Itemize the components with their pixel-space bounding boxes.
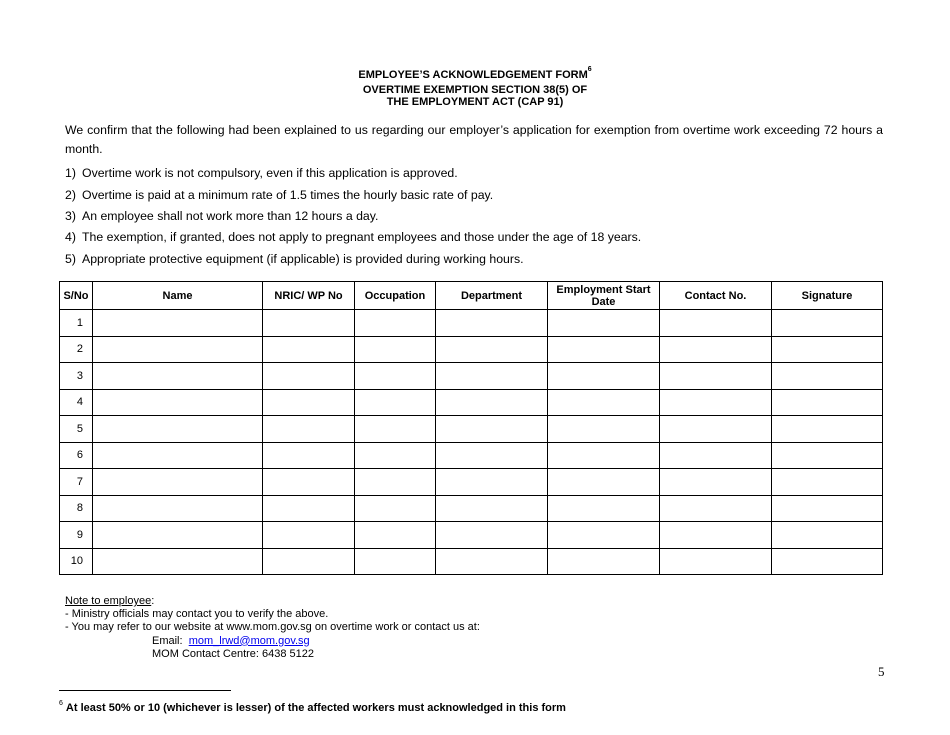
list-item-number: 4): [65, 230, 76, 244]
column-header-sno: S/No: [60, 282, 93, 310]
contact-no-cell[interactable]: [660, 336, 772, 363]
department-cell[interactable]: [436, 363, 548, 390]
row-number-cell: 5: [60, 416, 93, 443]
list-item: [65, 230, 641, 244]
form-title: [0, 66, 950, 81]
occupation-cell[interactable]: [355, 469, 436, 496]
employment-start-date-cell[interactable]: [548, 495, 660, 522]
table-header-row: [60, 282, 883, 310]
row-number-cell: 7: [60, 469, 93, 496]
list-item-number: 5): [65, 252, 76, 266]
table-row: [60, 389, 883, 416]
occupation-cell[interactable]: [355, 522, 436, 549]
department-cell[interactable]: [436, 442, 548, 469]
form-subtitle-line1: OVERTIME EXEMPTION SECTION 38(5) OF: [362, 84, 588, 96]
list-item: [65, 209, 378, 223]
name-cell[interactable]: [93, 336, 263, 363]
nric-cell[interactable]: [263, 495, 355, 522]
contact-no-cell[interactable]: [660, 548, 772, 575]
list-item-text: Appropriate protective equipment (if applicable) is provided during working hours.: [82, 252, 524, 266]
list-item-text: The exemption, if granted, does not apply to pregnant employees and those under the age of 18 years.: [82, 230, 642, 244]
form-subtitle-line2: THE EMPLOYMENT ACT (CAP 91): [386, 96, 564, 108]
table-row: [60, 416, 883, 443]
list-item-number: 1): [65, 166, 76, 180]
occupation-cell[interactable]: [355, 310, 436, 337]
occupation-cell[interactable]: [355, 416, 436, 443]
list-item: [65, 188, 493, 202]
list-item: [65, 166, 458, 180]
name-cell[interactable]: [93, 522, 263, 549]
acknowledgement-table: [59, 281, 883, 575]
signature-cell[interactable]: [772, 548, 883, 575]
row-number-cell: 9: [60, 522, 93, 549]
signature-cell[interactable]: [772, 442, 883, 469]
contact-no-cell[interactable]: [660, 389, 772, 416]
contact-no-cell[interactable]: [660, 442, 772, 469]
table-row: [60, 363, 883, 390]
contact-no-cell[interactable]: [660, 363, 772, 390]
employment-start-date-cell[interactable]: [548, 389, 660, 416]
signature-cell[interactable]: [772, 522, 883, 549]
name-cell[interactable]: [93, 442, 263, 469]
nric-cell[interactable]: [263, 522, 355, 549]
nric-cell[interactable]: [263, 416, 355, 443]
list-item-number: 2): [65, 188, 76, 202]
row-number-cell: 6: [60, 442, 93, 469]
table-row: [60, 469, 883, 496]
occupation-cell[interactable]: [355, 363, 436, 390]
signature-cell[interactable]: [772, 363, 883, 390]
form-title-text: EMPLOYEE’S ACKNOWLEDGEMENT FORM: [358, 69, 588, 81]
row-number-cell: 1: [60, 310, 93, 337]
note-line: - Ministry officials may contact you to verify the above.: [65, 608, 329, 621]
column-header-nric: NRIC/ WP No: [263, 282, 355, 310]
department-cell[interactable]: [436, 548, 548, 575]
employment-start-date-cell[interactable]: [548, 336, 660, 363]
email-link[interactable]: mom_lrwd@mom.gov.sg: [188, 634, 310, 647]
nric-cell[interactable]: [263, 548, 355, 575]
employment-start-date-cell[interactable]: [548, 522, 660, 549]
nric-cell[interactable]: [263, 363, 355, 390]
employment-start-date-cell[interactable]: [548, 548, 660, 575]
department-cell[interactable]: [436, 469, 548, 496]
column-header-employment-start-date: Employment Start Date: [548, 282, 660, 310]
signature-cell[interactable]: [772, 416, 883, 443]
table-row: [60, 522, 883, 549]
list-item: [65, 252, 524, 266]
occupation-cell[interactable]: [355, 442, 436, 469]
name-cell[interactable]: [93, 310, 263, 337]
list-item-text: Overtime work is not compulsory, even if this application is approved.: [82, 166, 458, 180]
employment-start-date-cell[interactable]: [548, 416, 660, 443]
signature-cell[interactable]: [772, 469, 883, 496]
employment-start-date-cell[interactable]: [548, 469, 660, 496]
column-header-name: Name: [93, 282, 263, 310]
note-heading-colon: :: [151, 595, 155, 607]
table-row: [60, 495, 883, 522]
nric-cell[interactable]: [263, 469, 355, 496]
column-header-occupation: Occupation: [355, 282, 436, 310]
name-cell[interactable]: [93, 416, 263, 443]
column-header-department: Department: [436, 282, 548, 310]
list-item-text: Overtime is paid at a minimum rate of 1.5 times the hourly basic rate of pay.: [82, 188, 494, 202]
column-header-contact-no: Contact No.: [660, 282, 772, 310]
row-number-cell: 10: [60, 548, 93, 575]
employment-start-date-cell[interactable]: [548, 310, 660, 337]
nric-cell[interactable]: [263, 310, 355, 337]
row-number-cell: 3: [60, 363, 93, 390]
table-row: [60, 336, 883, 363]
row-number-cell: 2: [60, 336, 93, 363]
page-number: 5: [878, 664, 885, 679]
footnote-divider: [59, 690, 231, 691]
nric-cell[interactable]: [263, 336, 355, 363]
title-footnote-ref: 6: [587, 66, 592, 73]
note-to-employee: [65, 595, 480, 661]
note-heading: Note to employee: [65, 595, 152, 607]
department-cell[interactable]: [436, 416, 548, 443]
contact-no-cell[interactable]: [660, 522, 772, 549]
employment-start-date-cell[interactable]: [548, 442, 660, 469]
list-item-text: An employee shall not work more than 12 hours a day.: [82, 209, 379, 223]
footnote: [59, 702, 566, 714]
signature-cell[interactable]: [772, 336, 883, 363]
name-cell[interactable]: [93, 495, 263, 522]
contact-no-cell[interactable]: [660, 310, 772, 337]
name-cell[interactable]: [93, 548, 263, 575]
name-cell[interactable]: [93, 389, 263, 416]
name-cell[interactable]: [93, 363, 263, 390]
intro-paragraph: We confirm that the following had been explained to us regarding our employer’s application for exemption from overtime work exceeding 72 hours a month.: [65, 123, 883, 156]
contact-no-cell[interactable]: [660, 469, 772, 496]
table-row: [60, 548, 883, 575]
list-item-number: 3): [65, 209, 76, 223]
table-row: [60, 310, 883, 337]
occupation-cell[interactable]: [355, 548, 436, 575]
note-line: - You may refer to our website at www.mom.gov.sg on overtime work or contact us at:: [65, 621, 480, 634]
nric-cell[interactable]: [263, 389, 355, 416]
footnote-marker: 6: [59, 700, 63, 707]
email-line: [65, 635, 480, 648]
department-cell[interactable]: [436, 310, 548, 337]
email-label: Email:: [152, 634, 183, 647]
occupation-cell[interactable]: [355, 495, 436, 522]
signature-cell[interactable]: [772, 495, 883, 522]
column-header-signature: Signature: [772, 282, 883, 310]
footnote-text: At least 50% or 10 (whichever is lesser) of the affected workers must acknowledged in this form: [65, 702, 566, 714]
contact-no-cell[interactable]: [660, 416, 772, 443]
nric-cell[interactable]: [263, 442, 355, 469]
contact-no-cell[interactable]: [660, 495, 772, 522]
department-cell[interactable]: [436, 495, 548, 522]
name-cell[interactable]: [93, 469, 263, 496]
occupation-cell[interactable]: [355, 336, 436, 363]
signature-cell[interactable]: [772, 310, 883, 337]
department-cell[interactable]: [436, 522, 548, 549]
signature-cell[interactable]: [772, 389, 883, 416]
department-cell[interactable]: [436, 336, 548, 363]
occupation-cell[interactable]: [355, 389, 436, 416]
row-number-cell: 8: [60, 495, 93, 522]
department-cell[interactable]: [436, 389, 548, 416]
contact-centre-line: MOM Contact Centre: 6438 5122: [152, 647, 315, 660]
employment-start-date-cell[interactable]: [548, 363, 660, 390]
row-number-cell: 4: [60, 389, 93, 416]
table-row: [60, 442, 883, 469]
